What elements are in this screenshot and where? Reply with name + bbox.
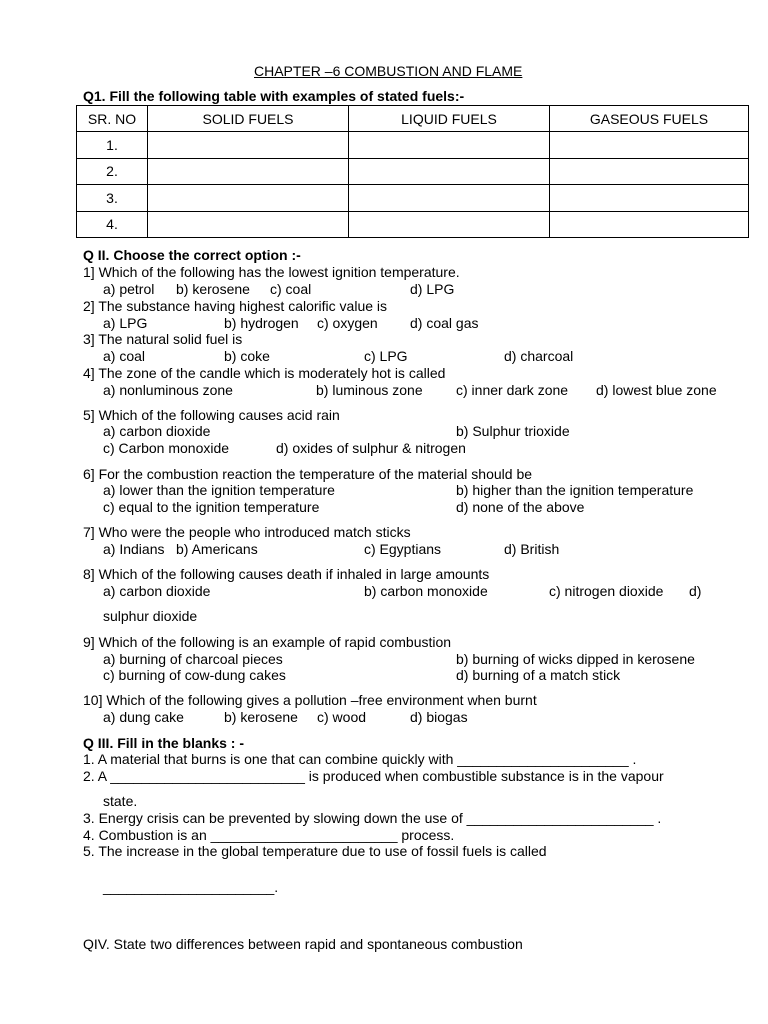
option-a[interactable]: a) burning of charcoal pieces: [103, 651, 283, 667]
option-d[interactable]: d) British: [504, 541, 560, 557]
option-c[interactable]: c) Carbon monoxide: [103, 440, 230, 456]
option-a[interactable]: a) coal: [103, 348, 146, 364]
table-row: [77, 132, 749, 158]
option-d[interactable]: d) oxides of sulphur & nitrogen: [276, 440, 466, 456]
option-d-text[interactable]: sulphur dioxide: [103, 608, 198, 624]
option-b[interactable]: b) kerosene: [176, 281, 250, 297]
gaseous-fuel-cell[interactable]: [550, 132, 749, 158]
question-text: 9] Which of the following is an example of rapid combustion: [83, 634, 452, 650]
option-c[interactable]: c) nitrogen dioxide: [549, 583, 664, 599]
question-text: 8] Which of the following causes death if inhaled in large amounts: [83, 566, 490, 582]
solid-fuel-cell[interactable]: [148, 185, 349, 211]
liquid-fuel-cell[interactable]: [349, 158, 550, 184]
q2-heading: Q II. Choose the correct option :-: [83, 247, 301, 263]
column-header-solid-fuels: SOLID FUELS: [148, 106, 349, 132]
blank-item-continuation: state.: [103, 793, 138, 809]
question-text: 4] The zone of the candle which is moderately hot is called: [83, 365, 446, 381]
option-a[interactable]: a) carbon dioxide: [103, 583, 211, 599]
question-text: 7] Who were the people who introduced match sticks: [83, 524, 411, 540]
option-b[interactable]: b) carbon monoxide: [364, 583, 488, 599]
liquid-fuel-cell[interactable]: [349, 132, 550, 158]
option-d[interactable]: d) LPG: [410, 281, 455, 297]
option-b[interactable]: b) hydrogen: [224, 315, 299, 331]
row-number: 1.: [77, 132, 148, 158]
question-text: 3] The natural solid fuel is: [83, 331, 243, 347]
option-d[interactable]: d) lowest blue zone: [596, 382, 717, 398]
blank-item[interactable]: 1. A material that burns is one that can combine quickly with ______________________ .: [83, 751, 637, 767]
option-a[interactable]: a) carbon dioxide: [103, 423, 211, 439]
question-text: 1] Which of the following has the lowest ignition temperature.: [83, 264, 460, 280]
q1-heading: Q1. Fill the following table with examples of stated fuels:-: [83, 88, 465, 104]
blank-answer-line[interactable]: ______________________.: [103, 879, 279, 895]
column-header-liquid-fuels: LIQUID FUELS: [349, 106, 550, 132]
chapter-title: CHAPTER –6 COMBUSTION AND FLAME: [254, 63, 523, 79]
option-d[interactable]: d) none of the above: [456, 499, 585, 515]
option-c[interactable]: c) inner dark zone: [456, 382, 569, 398]
option-b[interactable]: b) luminous zone: [316, 382, 423, 398]
table-row: [77, 158, 749, 184]
option-a[interactable]: a) Indians: [103, 541, 165, 557]
option-a[interactable]: a) LPG: [103, 315, 148, 331]
option-c[interactable]: c) burning of cow-dung cakes: [103, 667, 286, 683]
option-c[interactable]: c) coal: [270, 281, 312, 297]
option-b[interactable]: b) Sulphur trioxide: [456, 423, 570, 439]
gaseous-fuel-cell[interactable]: [550, 158, 749, 184]
table-row: [77, 211, 749, 237]
option-a[interactable]: a) dung cake: [103, 709, 184, 725]
question-text: 10] Which of the following gives a pollution –free environment when burnt: [83, 692, 537, 708]
row-number: 2.: [77, 158, 148, 184]
row-number: 3.: [77, 185, 148, 211]
option-d[interactable]: d): [689, 583, 702, 599]
option-d[interactable]: d) burning of a match stick: [456, 667, 621, 683]
option-b[interactable]: b) coke: [224, 348, 270, 364]
blank-item[interactable]: 3. Energy crisis can be prevented by slowing down the use of ________________________ .: [83, 810, 662, 826]
question-text: 6] For the combustion reaction the temperature of the material should be: [83, 466, 533, 482]
blank-item[interactable]: 4. Combustion is an ________________________ process.: [83, 827, 455, 843]
liquid-fuel-cell[interactable]: [349, 211, 550, 237]
liquid-fuel-cell[interactable]: [349, 185, 550, 211]
table-row: [77, 185, 749, 211]
option-d[interactable]: d) charcoal: [504, 348, 574, 364]
column-header-sr-no: SR. NO: [77, 106, 148, 132]
solid-fuel-cell[interactable]: [148, 132, 349, 158]
solid-fuel-cell[interactable]: [148, 158, 349, 184]
option-b[interactable]: b) higher than the ignition temperature: [456, 482, 694, 498]
row-number: 4.: [77, 211, 148, 237]
q4-heading: QIV. State two differences between rapid and spontaneous combustion: [83, 936, 523, 952]
option-c[interactable]: c) equal to the ignition temperature: [103, 499, 320, 515]
column-header-gaseous-fuels: GASEOUS FUELS: [550, 106, 749, 132]
option-d[interactable]: d) coal gas: [410, 315, 479, 331]
option-a[interactable]: a) lower than the ignition temperature: [103, 482, 335, 498]
option-c[interactable]: c) Egyptians: [364, 541, 442, 557]
option-a[interactable]: a) nonluminous zone: [103, 382, 233, 398]
option-c[interactable]: c) wood: [317, 709, 367, 725]
blank-item[interactable]: 2. A _________________________ is produced when combustible substance is in the vapour: [83, 768, 664, 784]
gaseous-fuel-cell[interactable]: [550, 211, 749, 237]
q3-heading: Q III. Fill in the blanks : -: [83, 735, 245, 751]
option-d[interactable]: d) biogas: [410, 709, 468, 725]
gaseous-fuel-cell[interactable]: [550, 185, 749, 211]
option-c[interactable]: c) oxygen: [317, 315, 378, 331]
fuels-table: [76, 105, 749, 238]
blank-item: 5. The increase in the global temperature due to use of fossil fuels is called: [83, 843, 547, 859]
question-text: 2] The substance having highest calorific value is: [83, 298, 388, 314]
table-header-row: [77, 106, 749, 132]
option-c[interactable]: c) LPG: [364, 348, 408, 364]
option-b[interactable]: b) kerosene: [224, 709, 298, 725]
option-a[interactable]: a) petrol: [103, 281, 155, 297]
solid-fuel-cell[interactable]: [148, 211, 349, 237]
question-text: 5] Which of the following causes acid rain: [83, 407, 340, 423]
option-b[interactable]: b) Americans: [176, 541, 258, 557]
option-b[interactable]: b) burning of wicks dipped in kerosene: [456, 651, 695, 667]
